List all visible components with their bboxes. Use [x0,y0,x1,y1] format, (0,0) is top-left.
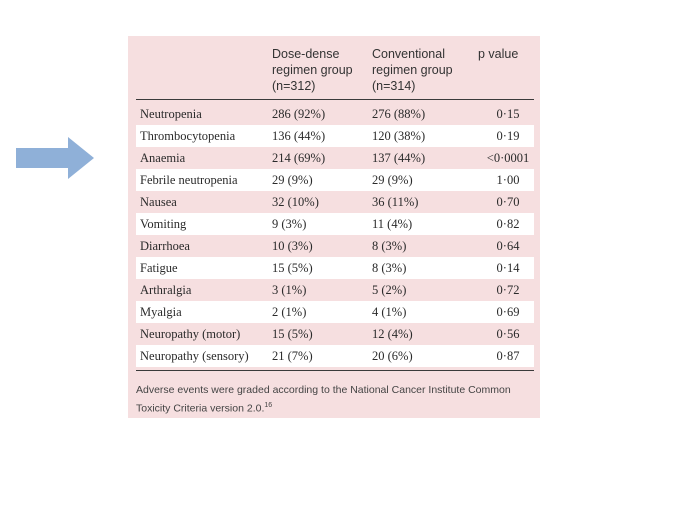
header-rule [136,99,534,100]
header-p-value: p value [478,47,519,61]
row-name: Nausea [140,195,177,209]
row-p-value: 0·82 [496,217,520,231]
row-p-value: 0·14 [496,261,520,275]
row-conventional: 36 (11%) [372,195,419,209]
row-p-value: 0·19 [496,129,520,143]
row-p-value: <0·0001 [486,151,530,165]
row-p-value: 0·70 [496,195,520,209]
right-arrow-icon [16,137,96,179]
table-row [136,103,534,125]
row-p-value: 0·56 [496,327,520,341]
row-conventional: 12 (4%) [372,327,413,341]
table-row [136,301,534,323]
row-name: Anaemia [140,151,186,165]
row-name: Febrile neutropenia [140,173,238,187]
row-dose-dense: 15 (5%) [272,327,313,341]
table-row [136,191,534,213]
table-row [136,323,534,345]
row-conventional: 120 (38%) [372,129,426,143]
row-conventional: 29 (9%) [372,173,413,187]
row-name: Neutropenia [140,107,202,121]
row-p-value: 0·87 [496,349,520,363]
row-name: Vomiting [140,217,187,231]
table-row [136,169,534,191]
row-name: Myalgia [140,305,182,319]
row-name: Arthralgia [140,283,192,297]
row-p-value: 0·72 [496,283,520,297]
row-dose-dense: 136 (44%) [272,129,326,143]
table-row [136,147,534,169]
row-p-value: 0·15 [496,107,520,121]
row-dose-dense: 29 (9%) [272,173,313,187]
row-dose-dense: 2 (1%) [272,305,307,319]
row-conventional: 11 (4%) [372,217,413,231]
row-name: Fatigue [140,261,178,275]
table-row [136,213,534,235]
header-dose-dense: Dose-dense regimen group (n=312) [272,47,353,93]
table-body [136,103,534,367]
row-name: Neuropathy (sensory) [140,349,249,363]
row-name: Neuropathy (motor) [140,327,241,341]
row-dose-dense: 3 (1%) [272,283,307,297]
table-row [136,125,534,147]
row-conventional: 137 (44%) [372,151,426,165]
header-conventional: Conventional regimen group (n=314) [372,47,453,93]
table-row [136,345,534,367]
row-conventional: 5 (2%) [372,283,407,297]
adverse-events-table [128,36,540,418]
table-footnote: Adverse events were graded according to the National Cancer Institute Common Toxicity Criteria version 2.0.16 [136,384,511,415]
row-dose-dense: 10 (3%) [272,239,313,253]
row-dose-dense: 32 (10%) [272,195,319,209]
row-conventional: 8 (3%) [372,239,407,253]
row-dose-dense: 286 (92%) [272,107,326,121]
row-dose-dense: 15 (5%) [272,261,313,275]
table-row [136,257,534,279]
row-p-value: 0·69 [496,305,520,319]
row-conventional: 276 (88%) [372,107,426,121]
row-dose-dense: 214 (69%) [272,151,326,165]
row-name: Thrombocytopenia [140,129,236,143]
row-conventional: 20 (6%) [372,349,413,363]
footer-rule [136,370,534,371]
row-p-value: 0·64 [496,239,520,253]
row-dose-dense: 21 (7%) [272,349,313,363]
table-row [136,235,534,257]
row-conventional: 8 (3%) [372,261,407,275]
row-conventional: 4 (1%) [372,305,407,319]
row-name: Diarrhoea [140,239,190,253]
row-p-value: 1·00 [496,173,520,187]
table-row [136,279,534,301]
row-dose-dense: 9 (3%) [272,217,307,231]
